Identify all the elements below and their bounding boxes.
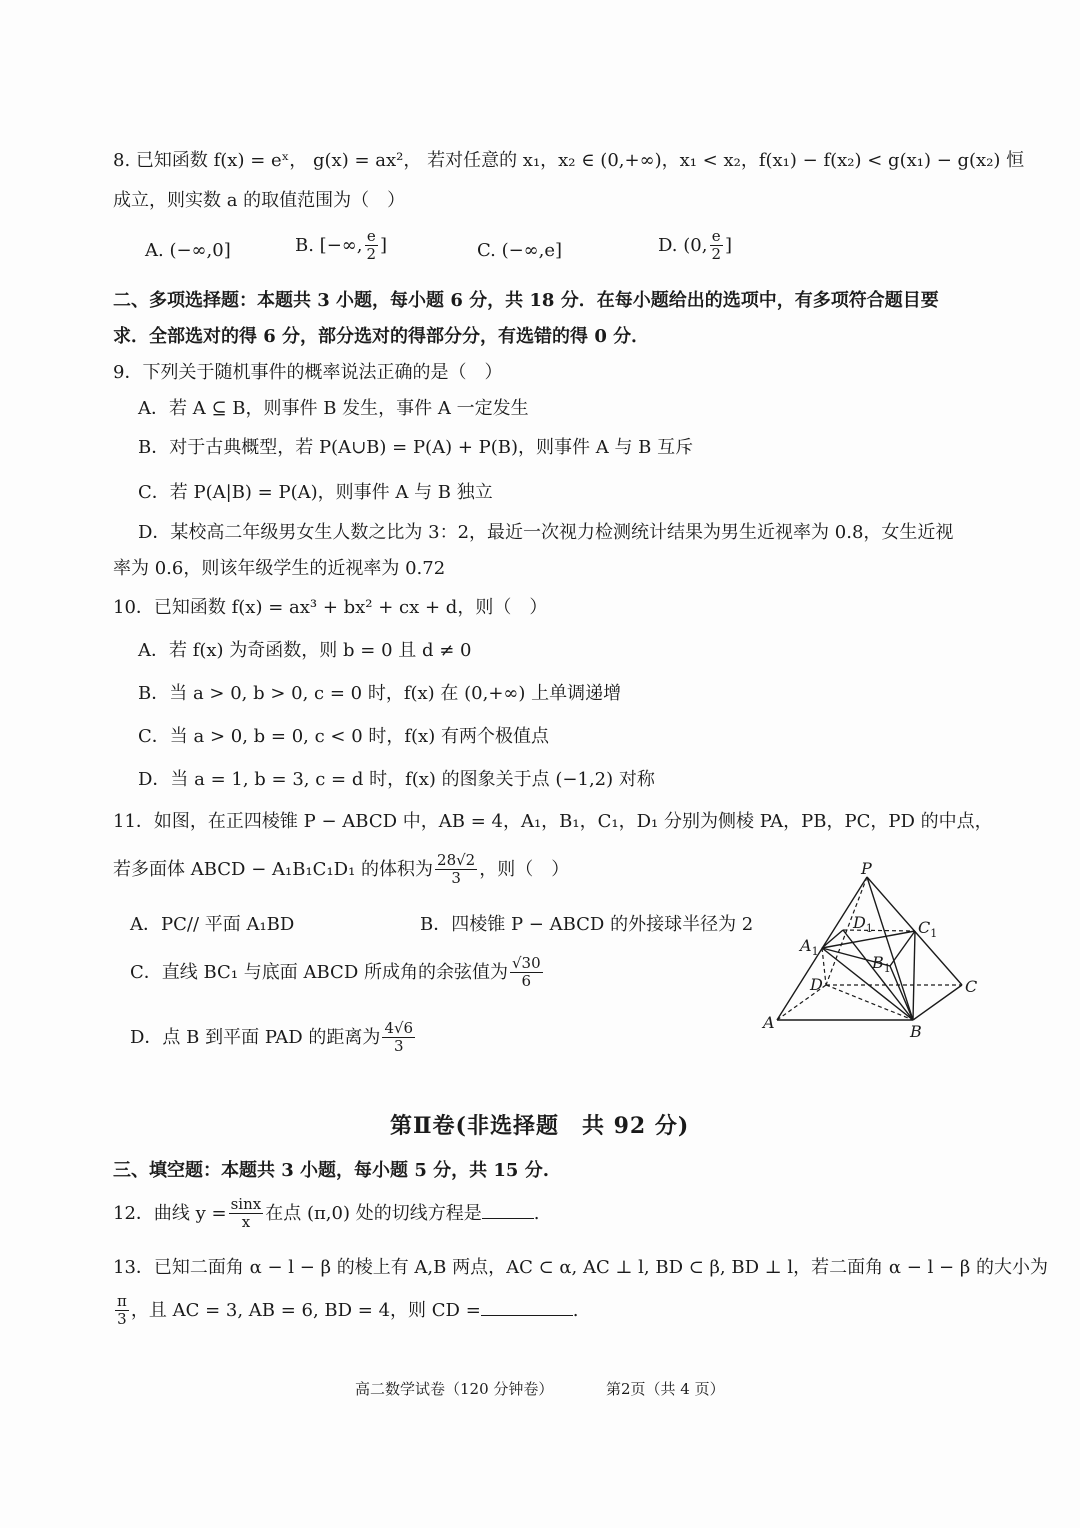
- q11-option-d: [130, 1020, 417, 1056]
- q8-stem-line1: 8. 已知函数 f(x) = eˣ， g(x) = ax²， 若对任意的 x₁，x₂ ∈ (0,+∞)，x₁ < x₂，f(x₁) − f(x₂) < g(x₁) − g(x₂) 恒: [113, 150, 1025, 171]
- q11-stem-line2-pre: 若多面体 ABCD − A₁B₁C₁D₁ 的体积为: [113, 858, 434, 880]
- q13-line2: [113, 1293, 579, 1329]
- q11-stem-line2-post: ，则（ ）: [479, 858, 570, 880]
- edge-bc: [913, 985, 962, 1020]
- q12-den: x: [241, 1213, 251, 1232]
- q9-option-d-line1: D．某校高二年级男女生人数之比为 3：2，最近一次视力检测统计结果为男生近视率为 0.8，女生近视: [138, 522, 954, 543]
- q11-option-c-den: 6: [521, 972, 532, 991]
- edge-b1c1: [890, 931, 915, 966]
- q11-option-c-num: √30: [511, 954, 541, 972]
- q9-option-d-line2: 率为 0.6，则该年级学生的近视率为 0.72: [113, 558, 446, 579]
- q8-option-d: [658, 228, 732, 264]
- q10-option-c: C．当 a > 0, b = 0, c < 0 时，f(x) 有两个极值点: [138, 726, 549, 747]
- q11-option-d-pre: D．点 B 到平面 PAD 的距离为: [130, 1026, 381, 1048]
- q12-answer-blank[interactable]: [482, 1218, 534, 1219]
- q12-stem: [113, 1196, 539, 1232]
- q11-option-b: B．四棱锥 P − ABCD 的外接球半径为 2: [420, 914, 754, 935]
- q11-option-c: [130, 955, 545, 991]
- q12-num: sinx: [230, 1195, 262, 1213]
- label-b: B: [910, 1022, 922, 1040]
- q9-option-a: A．若 A ⊆ B，则事件 B 发生，事件 A 一定发生: [138, 398, 529, 419]
- q8-option-c: C. (−∞,e]: [477, 240, 563, 261]
- q12-post: 在点 (π,0) 处的切线方程是: [265, 1202, 482, 1224]
- label-a: A: [763, 1013, 775, 1032]
- q10-stem: 10．已知函数 f(x) = ax³ + bx² + cx + d，则（ ）: [113, 597, 548, 618]
- q11-volume-den: 3: [451, 869, 461, 888]
- q8-option-b-pre: B. [−∞,: [295, 234, 363, 256]
- q8-option-d-pre: D. (0,: [658, 234, 708, 256]
- q13-line1: 13．已知二面角 α − l − β 的棱上有 A,B 两点，AC ⊂ α, AC ⊥ l, BD ⊂ β, BD ⊥ l，若二面角 α − l − β 的大小为: [113, 1257, 1048, 1278]
- q11-stem-line1: 11．如图，在正四棱锥 P − ABCD 中，AB = 4，A₁，B₁，C₁，D₁ 分别为侧棱 PA，PB，PC，PD 的中点，: [113, 811, 993, 832]
- q11-option-a: A．PC// 平面 A₁BD: [130, 914, 295, 935]
- q13-angle-num: π: [117, 1292, 127, 1310]
- q11-option-c-pre: C．直线 BC₁ 与底面 ABCD 所成角的余弦值为: [130, 961, 508, 983]
- q8-option-b-num: e: [366, 227, 376, 245]
- q10-option-a: A．若 f(x) 为奇函数，则 b = 0 且 d ≠ 0: [138, 640, 472, 661]
- pyramid-figure: [755, 860, 990, 1040]
- q11-option-d-den: 3: [393, 1037, 404, 1056]
- q13-line2-mid: ，且 AC = 3, AB = 6, BD = 4，则 CD =: [130, 1299, 481, 1321]
- label-a1: $A_1$: [800, 936, 819, 958]
- q8-option-d-post: ]: [724, 234, 733, 256]
- q13-angle-den: 3: [117, 1310, 127, 1329]
- label-d: D: [810, 975, 823, 994]
- q13-end: .: [572, 1299, 579, 1321]
- q8-stem-line2: 成立，则实数 a 的取值范围为（ ）: [113, 190, 406, 211]
- section2-line1: 二、多项选择题：本题共 3 小题，每小题 6 分，共 18 分．在每小题给出的选项中，有多项符合题目要: [113, 290, 939, 311]
- q8-option-d-den: 2: [711, 245, 721, 264]
- q12-pre: 12．曲线 y =: [113, 1202, 227, 1224]
- footer-right: 第2页（共 4 页）: [606, 1380, 725, 1398]
- section3-heading: 三、填空题：本题共 3 小题，每小题 5 分，共 15 分.: [113, 1160, 549, 1181]
- q8-option-d-num: e: [711, 227, 721, 245]
- q11-option-d-num: 4√6: [384, 1019, 414, 1037]
- edge-c1b: [913, 931, 915, 1020]
- q12-end: .: [533, 1202, 540, 1224]
- label-c1: $C_1$: [918, 918, 938, 940]
- q9-stem: 9．下列关于随机事件的概率说法正确的是（ ）: [113, 362, 503, 383]
- q8-option-a: A. (−∞,0]: [145, 240, 231, 261]
- label-c: C: [965, 977, 978, 996]
- q11-volume-num: 28√2: [437, 851, 476, 869]
- edge-pb: [867, 877, 913, 1020]
- q8-option-b-post: ]: [380, 234, 388, 256]
- footer-left: 高二数学试卷（120 分钟卷）: [355, 1380, 554, 1398]
- label-b1: $B_1$: [872, 953, 891, 975]
- q13-answer-blank[interactable]: [481, 1315, 573, 1316]
- part2-title: 第Ⅱ卷(非选择题 共 92 分): [390, 1113, 690, 1139]
- label-p: P: [861, 860, 872, 878]
- section2-line2: 求．全部选对的得 6 分，部分选对的得部分分，有选错的得 0 分．: [113, 326, 650, 347]
- q9-option-b: B．对于古典概型，若 P(A∪B) = P(A) + P(B)，则事件 A 与 B 互斥: [138, 437, 694, 458]
- q10-option-d: D．当 a = 1, b = 3, c = d 时，f(x) 的图象关于点 (−1,2) 对称: [138, 769, 655, 790]
- q8-option-b-den: 2: [366, 245, 377, 264]
- q10-option-b: B．当 a > 0, b > 0, c = 0 时，f(x) 在 (0,+∞) 上单调递增: [138, 683, 622, 704]
- q8-option-b: [295, 228, 387, 264]
- q11-stem-line2: [113, 852, 569, 888]
- label-d1: $D_1$: [853, 913, 873, 935]
- q9-option-c: C．若 P(A|B) = P(A)，则事件 A 与 B 独立: [138, 482, 493, 503]
